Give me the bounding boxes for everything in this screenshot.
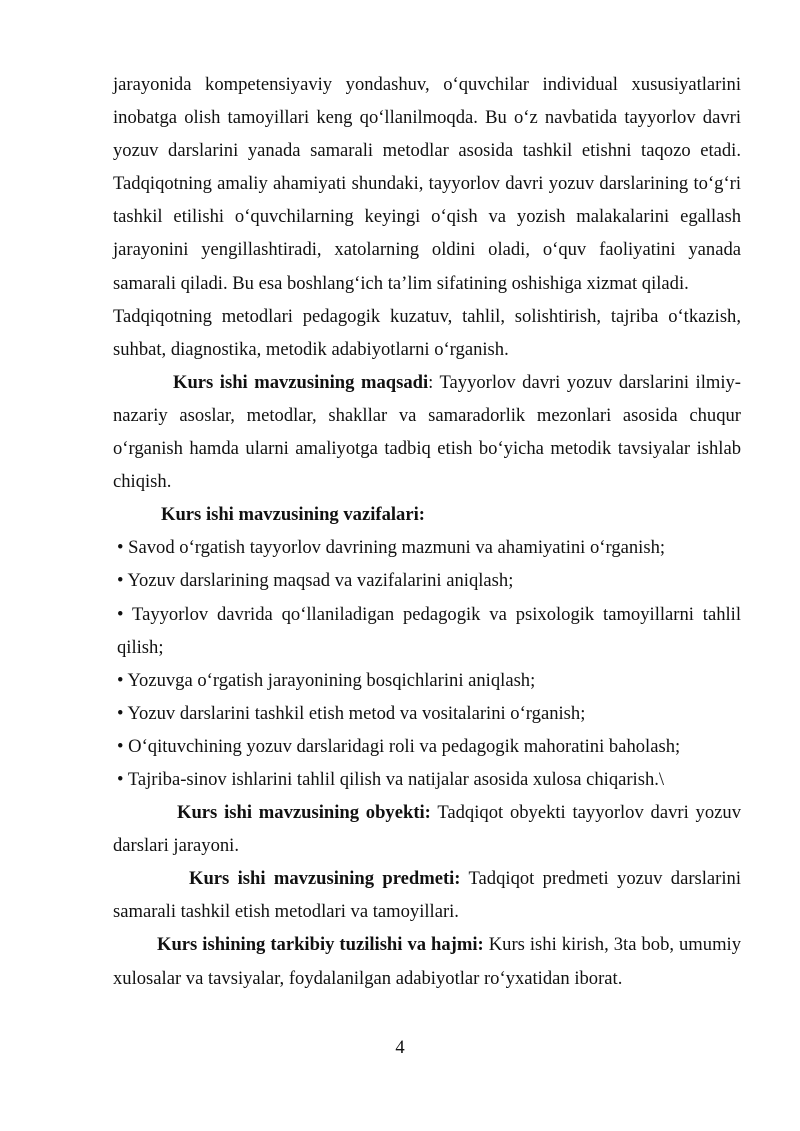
page-number: 4 — [395, 1037, 405, 1058]
structure-paragraph — [113, 928, 741, 994]
task-item-3: • Tayyorlov davrida qo‘llaniladigan pedagogik va psixologik tamoyillarni tahlil qilish; — [117, 603, 741, 658]
task-item-6: • O‘qituvchining yozuv darslaridagi roli va pedagogik mahoratini baholash; — [117, 735, 681, 757]
structure-label: Kurs ishining tarkibiy tuzilishi va hajmi: — [157, 934, 484, 956]
goal-text: : Tayyorlov davri yozuv darslarini ilmiy-nazariy asoslar, metodlar, shakllar va samaradorlik mezonlari asosida chuqur o‘rganish hamda ularni amaliyotga tadbiq etish bo‘yicha metodik tavsiyalar ishlab chiqish. — [113, 371, 741, 493]
structure-text: Kurs ishi kirish, 3ta bob, umumiy xulosalar va tavsiyalar, foydalanilgan adabiyotlar ro‘yxatidan iborat. — [113, 934, 741, 989]
document-body — [113, 68, 741, 995]
task-item-1: • Savod o‘rgatish tayyorlov davrining mazmuni va ahamiyatini o‘rganish; — [117, 537, 666, 559]
goal-label: Kurs ishi mavzusining maqsadi — [173, 371, 429, 393]
task-item-5: • Yozuv darslarini tashkil etish metod va vositalarini o‘rganish; — [117, 702, 586, 724]
subject-paragraph — [113, 862, 741, 928]
object-label: Kurs ishi mavzusining obyekti: — [177, 802, 431, 824]
object-paragraph — [113, 796, 741, 862]
methods-paragraph: Tadqiqotning metodlari pedagogik kuzatuv, tahlil, solishtirish, tajriba o‘tkazish, suhbat, diagnostika, metodik adabiyotlarni o‘rganish. — [113, 305, 741, 360]
task-item-2: • Yozuv darslarining maqsad va vazifalarini aniqlash; — [117, 570, 514, 592]
object-text: Tadqiqot obyekti tayyorlov davri yozuv darslari jarayoni. — [113, 802, 741, 857]
subject-label: Kurs ishi mavzusining predmeti: — [189, 868, 461, 890]
task-item-4: • Yozuvga o‘rgatish jarayonining bosqichlarini aniqlash; — [117, 669, 536, 691]
task-item-7: • Tajriba-sinov ishlarini tahlil qilish va natijalar asosida xulosa chiqarish.\ — [117, 768, 665, 790]
subject-text: Tadqiqot predmeti yozuv darslarini samarali tashkil etish metodlari va tamoyillari. — [113, 868, 741, 923]
goal-paragraph — [113, 366, 741, 498]
intro-paragraph: jarayonida kompetensiyaviy yondashuv, o‘quvchilar individual xususiyatlarini inobatga olish tamoyillari keng qo‘llanilmoqda. Bu o‘z navbatida tayyorlov davri yozuv darslarini yanada samarali metodlar asosida tashkil etishni taqozo etadi. Tadqiqotning amaliy ahamiyati shundaki, tayyorlov davri yozuv darslarining to‘g‘ri tashkil etilishi o‘quvchilarning keyingi o‘qish va yozish malakalarini egallash jarayonini yengillashtiradi, xatolarning oldini oladi, o‘quv faoliyatini yanada samarali qiladi. Bu esa boshlang‘ich ta’lim sifatining oshishiga xizmat qiladi. — [113, 74, 741, 294]
tasks-heading: Kurs ishi mavzusining vazifalari: — [161, 504, 425, 526]
